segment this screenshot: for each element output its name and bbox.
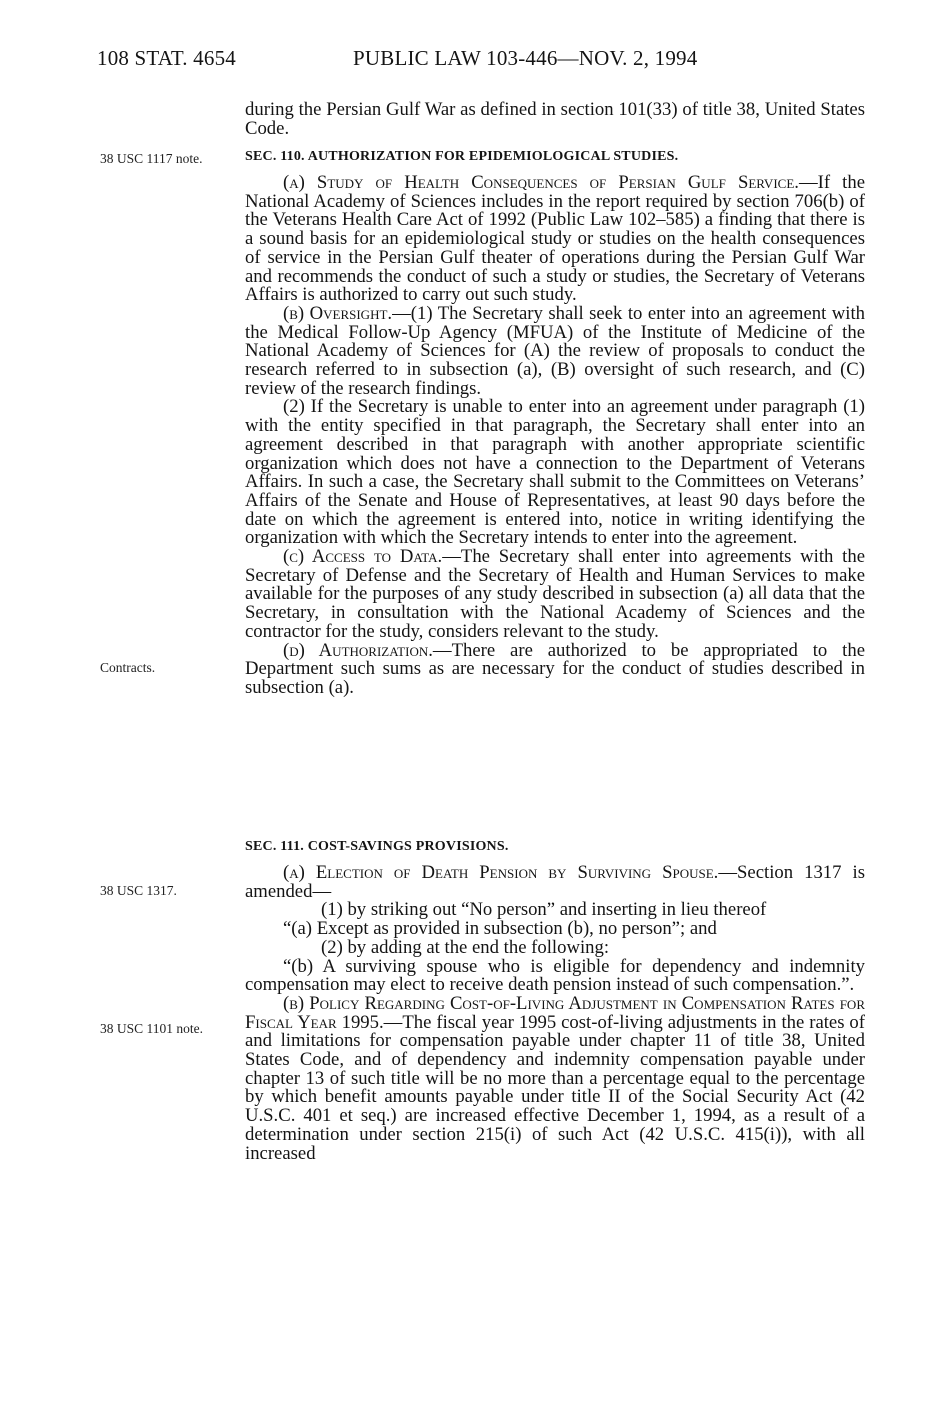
margin-note-usc1101: 38 USC 1101 note. [100, 1021, 204, 1036]
section-110 [245, 148, 865, 698]
sec110-b-label: (b) Oversight. [283, 302, 393, 324]
sec110-a-text: —If the National Academy of Sciences includes in the report required by section 706(b) of the Veterans Health Care Act of 1992 (Public Law 102–585) a finding that there is a sound basis for an epidemiological study or studies on the health consequences of service in the Persian Gulf theater of operations during the Persian Gulf War and recommends the conduct of such a study or studies, the Secretary of Veterans Affairs is authorized to carry out such study. [245, 172, 865, 306]
sec110-b-text: —(1) The Secretary shall seek to enter into an agreement with the Medical Follow-Up Agency (MFUA) of the Institute of Medicine of the National Academy of Sciences for (A) the review of proposals to conduct the research referred to in subsection (a), (B) oversight of such research, and (C) review of the research findings. [245, 302, 865, 399]
sec111-a1-quote: “(a) Except as provided in subsection (b), no person”; and [283, 918, 717, 940]
sec110-d-label: (d) Authorization. [283, 639, 433, 661]
sec111-a2-item: (2) by adding at the end the following: [321, 936, 610, 958]
margin-note-contracts: Contracts. [100, 660, 156, 675]
sec110-c-paragraph [245, 548, 865, 642]
sec111-b-paragraph [245, 992, 865, 1164]
intro-paragraph: during the Persian Gulf War as defined in section 101(33) of title 38, United States Code. [245, 99, 865, 139]
sec111-heading: SEC. 111. COST-SAVINGS PROVISIONS. [245, 839, 509, 854]
sec110-a-label: (a) Study of Health Consequences of Persian Gulf Service. [283, 172, 799, 193]
sec110-heading: SEC. 110. AUTHORIZATION FOR EPIDEMIOLOGICAL STUDIES. [245, 149, 679, 164]
section-111 [245, 838, 865, 1163]
running-header [0, 46, 940, 76]
sec111-a-label: (a) Election of Death Pension by Surviving Spouse. [283, 862, 719, 883]
public-law-title: PUBLIC LAW 103-446—NOV. 2, 1994 [353, 46, 698, 70]
margin-note-usc1117: 38 USC 1117 note. [100, 151, 203, 166]
sec110-b-paragraph [245, 302, 865, 399]
sec111-a-text: —Section 1317 is amended— [245, 862, 865, 902]
margin-note-usc1317: 38 USC 1317. [100, 883, 177, 898]
sec111-b-text: —The fiscal year 1995 cost-of-living adjustments in the rates of and limitations for compensation payable under chapter 11 of title 38, United States Code, and of dependency and indemnity compensation payable under chapter 13 of such title will be no more than a percentage equal to the percentage by which benefit amounts payable under title II of the Social Security Act (42 U.S.C. 401 et seq.) are increased effective December 1, 1994, as a result of a determination under section 215(i) of such Act (42 U.S.C. 415(i)), with all increased [245, 1011, 865, 1164]
intro-continuation [245, 101, 865, 138]
sec111-a2-quote: “(b) A surviving spouse who is eligible for dependency and indemnity compensation may elect to receive death pension instead of such compensation.”. [245, 955, 865, 996]
sec110-b2-paragraph: (2) If the Secretary is unable to enter into an agreement under paragraph (1) with the entity specified in that paragraph, the Secretary shall enter into an agreement described in that paragraph with another appropriate scientific organization which does not have a connection to the Department of Veterans Affairs. In such a case, the Secretary shall submit to the Committees on Veterans’ Affairs of the Senate and House of Representatives, at least 90 days before the date on which the agreement is entered into, notice in writing identifying the organization with which the Secretary intends to enter into the agreement. [245, 396, 865, 549]
sec110-c-label: (c) Access to Data. [283, 546, 443, 568]
sec111-a-paragraph [245, 864, 865, 901]
sec111-a1-item: (1) by striking out “No person” and inserting in lieu thereof [321, 899, 767, 921]
stat-page-number: 108 STAT. 4654 [97, 46, 236, 70]
sec110-d-paragraph [245, 639, 865, 698]
sec110-c-text: —The Secretary shall enter into agreements with the Secretary of Defense and the Secretary of Health and Human Services to make available for the purposes of any study described in subsection (a) all data that the Secretary, in consultation with the National Academy of Sciences and the contractor for the study, considers relevant to the study. [245, 546, 865, 642]
sec111-b-label: (b) Policy Regarding Cost-of-Living Adjustment in Compensation Rates for Fiscal Year 1995. [245, 992, 865, 1033]
sec110-d-text: —There are authorized to be appropriated to the Department such sums as are necessary for the conduct of studies described in subsection (a). [245, 639, 865, 698]
sec110-a-paragraph [245, 174, 865, 305]
